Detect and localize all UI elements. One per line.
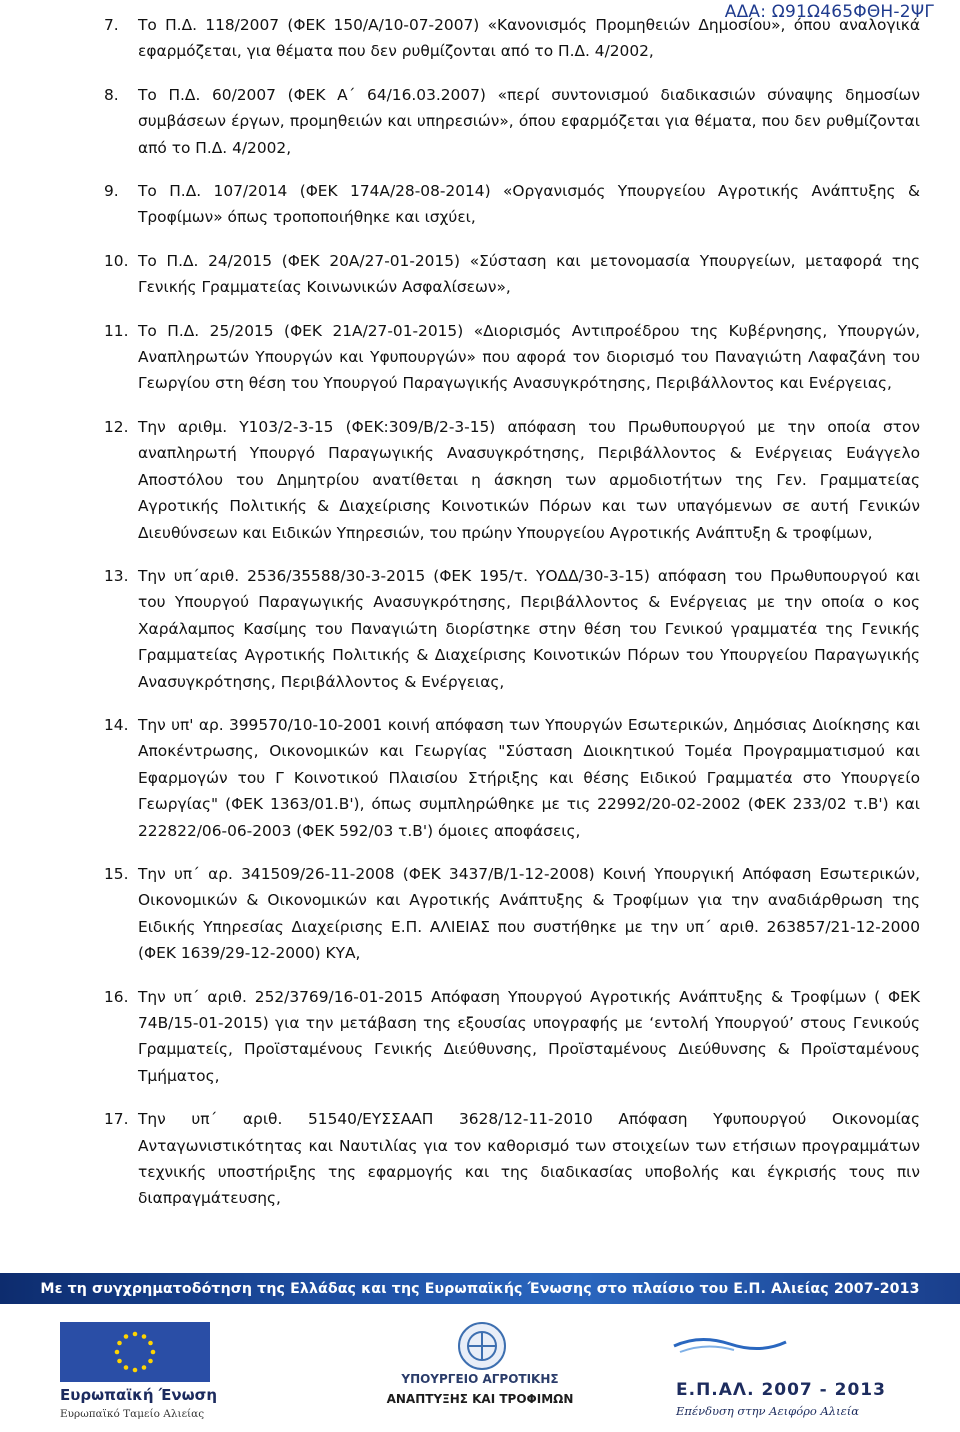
list-item (104, 563, 920, 695)
item-number: 14. (104, 715, 129, 734)
list-item (104, 712, 920, 844)
item-text: Την υπ΄ αριθ. 252/3769/16-01-2015 Απόφαση Υπουργού Αγροτικής Ανάπτυξης & Τροφίμων ( ΦΕΚ 74Β/15-01-2015) για την μετάβαση της εξουσίας υπογραφής με ‘εντολή Υπουργού’ στους Γενικούς Γραμματείς, Προϊσταμένους Γενικής Διεύθυνσης, Προϊσταμένους Διεύθυνσης & Προϊσταμένους Τμήματος, (138, 987, 920, 1085)
item-number: 17. (104, 1110, 129, 1129)
list-item (104, 984, 920, 1090)
legal-basis-list (104, 12, 920, 1229)
item-text: Το Π.Δ. 25/2015 (ΦΕΚ 21Α/27-01-2015) «Διορισμός Αντιπροέδρου της Κυβέρνησης, Υπουργών, Αναπληρωτών Υπουργών και Υφυπουργών» που αφορά τον διορισμό του Παναγιώτη Λαφαζάνη του Γεωργίου στη θέση του Υπουργού Παραγωγικής Ανασυγκρότησης, Περιβάλλοντος και Ενέργειας, (138, 321, 920, 393)
eu-flag-icon (60, 1322, 210, 1382)
item-number: 9. (104, 182, 119, 201)
cofunding-banner: Με τη συγχρηματοδότηση της Ελλάδας και της Ευρωπαϊκής Ένωσης στο πλαίσιο του Ε.Π. Αλιείας 2007-2013 (0, 1273, 960, 1304)
item-text: Την υπ΄ αρ. 341509/26-11-2008 (ΦΕΚ 3437/Β/1-12-2008) Κοινή Υπουργική Απόφαση Εσωτερικών, Οικονομικών & Οικονομικών και Αγροτικής Ανάπτυξης & Τροφίμων για την αναδιάρθρωση της Ειδικής Υπηρεσίας Διαχείρισης Ε.Π. ΑΛΙΕΙΑΣ που συστήθηκε με την υπ΄ αριθ. 263857/21-12-2000 (ΦΕΚ 1639/29-12-2000) ΚΥΑ, (138, 864, 920, 963)
item-number: 8. (104, 85, 119, 104)
item-text: Την υπ΄αριθ. 2536/35588/30-3-2015 (ΦΕΚ 195/τ. ΥΟΔΔ/30-3-15) απόφαση του Πρωθυπουργού και του Υπουργού Παραγωγικής Ανασυγκρότησης, Περιβάλλοντος & Ενέργειας με την οποία ο κος Χαράλαμπος Κασίμης του Παναγιώτη διορίστηκε στην θέση του Γενικού γραμματέα της Γενικής Γραμματείας Αγροτικής Πολιτικής & Διαχείρισης Κοινοτικών Πόρων του Υπουργείου Παραγωγικής Ανασυγκρότησης, Περιβάλλοντος & Ενέργειας, (138, 566, 920, 691)
list-item (104, 861, 920, 967)
list-item (104, 178, 920, 231)
epal-logo (670, 1332, 930, 1428)
item-text: Το Π.Δ. 118/2007 (ΦΕΚ 150/Α/10-07-2007) «Κανονισμός Προμηθειών Δημοσίου», όπου αναλογικά εφαρμόζεται, για θέματα που δεν ρυθμίζονται από το Π.Δ. 4/2002, (138, 16, 920, 61)
item-text: Την υπ΄ αριθ. 51540/ΕΥΣΣΑΑΠ 3628/12-11-2010 Απόφαση Υφυπουργού Οικονομίας Ανταγωνιστικότητας και Ναυτιλίας για τον καθορισμό των στοιχείων των ετήσιων προγραμμάτων τεχνικής υποστήριξης της εφαρμογής και της διαδικασίας υποβολής και έγκρισής τους πιν διαπραγμάτευσης, (138, 1110, 920, 1208)
list-item (104, 82, 920, 161)
item-number: 12. (104, 417, 129, 436)
ministry-logo (360, 1322, 600, 1426)
list-item (104, 318, 920, 397)
document-ada-code: ΑΔΑ: Ω91Ω465ΦΘΗ-2ΨΓ (724, 2, 934, 22)
item-text: Την αριθμ. Υ103/2-3-15 (ΦΕΚ:309/Β/2-3-15) απόφαση του Πρωθυπουργού με την οποία στον αναπληρωτή Υπουργό Παραγωγικής Ανασυγκρότησης, Περιβάλλοντος & Ενέργειας Ευάγγελο Αποστόλου του Δημητρίου ανατίθεται η άσκηση των αρμοδιοτήτων της Γεν. Γραμματείας Αγροτικής Πολιτικής & Διαχείρισης Κοινοτικών Πόρων και των υπαγόμενων σε αυτή Γενικών Διευθύνσεων και Ειδικών Υπηρεσιών, του πρώην Υπουργείου Αγροτικής Ανάπτυξη & τροφίμων, (138, 417, 920, 542)
list-item (104, 248, 920, 301)
eu-logo (60, 1322, 240, 1426)
item-number: 7. (104, 16, 119, 34)
footer-logos (0, 1304, 960, 1432)
item-text: Την υπ' αρ. 399570/10-10-2001 κοινή απόφαση των Υπουργών Εσωτερικών, Δημόσιας Διοίκησης και Αποκέντρωσης, Οικονομικών και Γεωργίας "Σύσταση Διοικητικού Τομέα Προγραμματισμού και Εφαρμογών του Γ Κοινοτικού Πλαισίου Στήριξης και θέσης Ειδικού Γραμματέα στο Υπουργείο Γεωργίας" (ΦΕΚ 1363/01.Β'), όπως συμπληρώθηκε με τις 22992/20-02-2002 (ΦΕΚ 233/02 τ.Β') και 222822/06-06-2003 (ΦΕΚ 592/03 τ.Β') όμοιες αποφάσεις, (138, 715, 920, 840)
item-number: 15. (104, 864, 129, 883)
epal-slogan: Επένδυση στην Αειφόρο Αλιεία (676, 1404, 860, 1418)
ministry-name-line2: ΑΝΑΠΤΥΞΗΣ ΚΑΙ ΤΡΟΦΙΜΩΝ (386, 1392, 574, 1406)
eu-name: Ευρωπαϊκή Ένωση (60, 1386, 218, 1404)
item-number: 11. (104, 321, 129, 340)
item-text: Το Π.Δ. 60/2007 (ΦΕΚ Α΄ 64/16.03.2007) «περί συντονισμού διαδικασιών σύναψης δημοσίων συμβάσεων έργων, προμηθειών και υπηρεσιών», όπου εφαρμόζεται για θέματα, που δεν ρυθμίζονται από το Π.Δ. 4/2002, (138, 85, 920, 157)
ministry-name-line1: ΥΠΟΥΡΓΕΙΟ ΑΓΡΟΤΙΚΗΣ (401, 1372, 559, 1386)
item-text: Το Π.Δ. 24/2015 (ΦΕΚ 20Α/27-01-2015) «Σύσταση και μετονομασία Υπουργείων, μεταφορά της Γενικής Γραμματείας Κοινωνικών Ασφαλίσεων», (138, 251, 920, 297)
list-item (104, 1106, 920, 1212)
item-number: 10. (104, 251, 129, 270)
item-number: 16. (104, 987, 129, 1006)
list-item (104, 414, 920, 546)
ministry-emblem-icon (458, 1322, 506, 1370)
eu-fund-name: Ευρωπαϊκό Ταμείο Αλιείας (60, 1408, 205, 1420)
fish-wave-icon (670, 1332, 790, 1356)
epal-title: Ε.Π.ΑΛ. 2007 - 2013 (676, 1380, 886, 1400)
item-number: 13. (104, 566, 129, 585)
item-text: Το Π.Δ. 107/2014 (ΦΕΚ 174Α/28-08-2014) «Οργανισμός Υπουργείου Αγροτικής Ανάπτυξης & Τροφίμων» όπως τροποποιήθηκε και ισχύει, (138, 182, 920, 227)
list-item (104, 12, 920, 65)
